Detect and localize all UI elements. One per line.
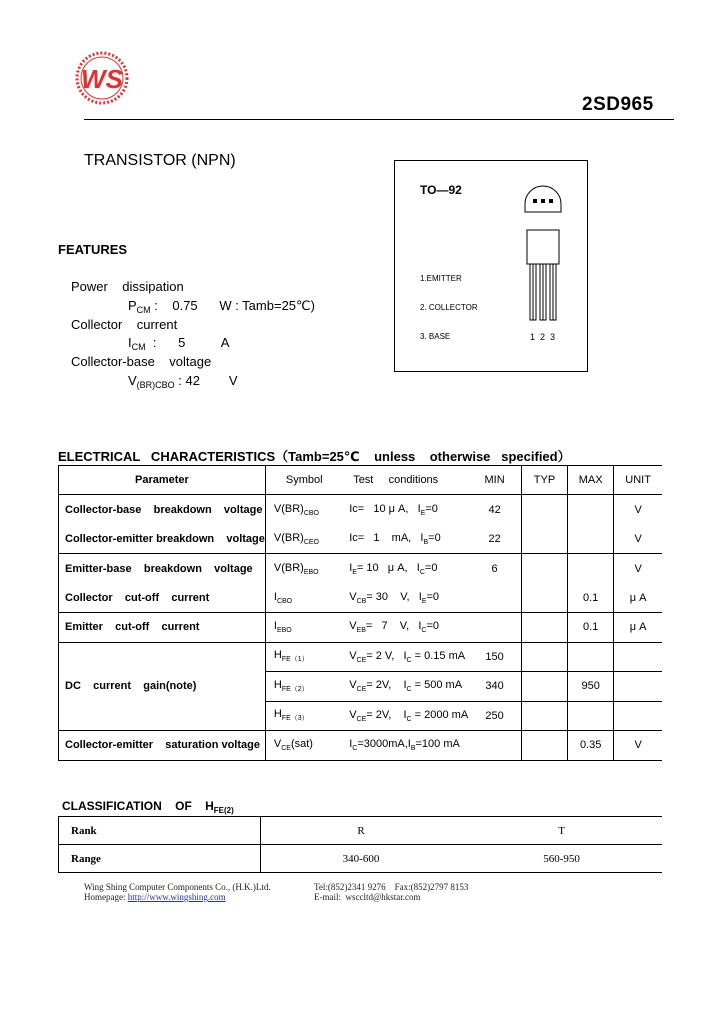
logo-text: WS [81,64,123,94]
part-number: 2SD965 [582,94,654,115]
footer-homepage: Homepage: http://www.wingshing.com [84,892,226,902]
pin3-label: 3. BASE [420,332,451,341]
table-row: Emitter cut-off current $I_{EBO}$ $V_{EB}= 7$ V, $I_C=0$ 0.1 μ A [59,613,663,643]
ec-title: ELECTRICAL CHARACTERISTICS（Tamb=25℃ unless otherwise specified） [58,449,571,464]
footer-tel-fax: Tel:(852)2341 9276 Fax:(852)2797 8153 [314,882,469,892]
electrical-table [58,465,662,761]
package-name: TO—92 [420,183,462,197]
table-row [59,817,663,845]
email-link[interactable]: wsccltd@hkstar.com [345,892,421,902]
hdr-conditions: Test conditions [349,466,468,495]
table-row: DC current gain(note) $H_{FE(1)}$ $V_{CE}= 2$ V, $I_C = 0.15$ mA 150 [59,642,663,672]
range-r: 340-600 [260,845,461,873]
collector-label: Collector current [71,317,178,332]
range-label: Range [59,845,261,873]
pin-numbers: 1 2 3 [530,332,556,342]
power-label: Power dissipation [71,279,184,294]
hdr-unit: UNIT [614,466,662,495]
classification-table [58,816,662,873]
table-row: $H_{FE(3)}$ $V_{CE}= 2V$, $I_C = 2000$ mA 250 [59,701,663,731]
pin2-label: 2. COLLECTOR [420,303,478,312]
table-row: Collector-emitter breakdown voltage $V(BR)_{CEO}$ Ic= 1 mA, $I_B=0$ 22 V [59,524,663,554]
table-row: Collector-emitter saturation voltage $V_{CE}(sat)$ $I_C=3000mA,I_B=100$ mA 0.35 V [59,731,663,761]
features-heading: FEATURES [58,242,128,257]
table-row: Collector-base breakdown voltage $V(BR)_{CBO}$ Ic= 10 μ A, $I_E=0$ 42 V [59,495,663,525]
ws-logo [66,50,138,106]
table-row: $H_{FE(2)}$ $V_{CE}= 2V$, $I_C = 500$ mA 340 950 [59,672,663,702]
hdr-min: MIN [468,466,521,495]
hdr-parameter: Parameter [59,466,266,495]
vcbo-line: $V_{(BR)CBO}$ : 42 V [128,373,238,390]
range-t: 560-950 [461,845,662,873]
table-row: Emitter-base breakdown voltage $V(BR)_{EBO}$ $I_E= 10$ μ A, $I_C=0$ 6 V [59,554,663,584]
to92-package-icon [515,182,571,322]
pcm-line: $P_{CM}$ : 0.75 W : Tamb=25℃) [128,298,315,315]
hdr-symbol: Symbol [265,466,349,495]
cb-voltage-label: Collector-base voltage [71,354,212,369]
table-row: Collector cut-off current $I_{CBO}$ $V_{CB}= 30$ V, $I_E=0$ 0.1 μ A [59,583,663,613]
hdr-max: MAX [568,466,614,495]
footer-company: Wing Shing Computer Components Co., (H.K.)Ltd. [84,882,271,892]
homepage-link[interactable]: http://www.wingshing.com [127,892,226,902]
header-divider [84,119,674,120]
classification-title: CLASSIFICATION OF $H_{FE(2)}$ [62,799,234,815]
table-row [59,845,663,873]
page-title: TRANSISTOR (NPN) [84,152,236,169]
rank-label: Rank [59,817,261,845]
hdr-typ: TYP [521,466,567,495]
icm-line: $I_{CM}$ : 5 A [128,335,230,352]
rank-r: R [260,817,461,845]
pin1-label: 1.EMITTER [420,274,462,283]
footer-email: E-mail: wsccltd@hkstar.com [314,892,421,902]
rank-t: T [461,817,662,845]
